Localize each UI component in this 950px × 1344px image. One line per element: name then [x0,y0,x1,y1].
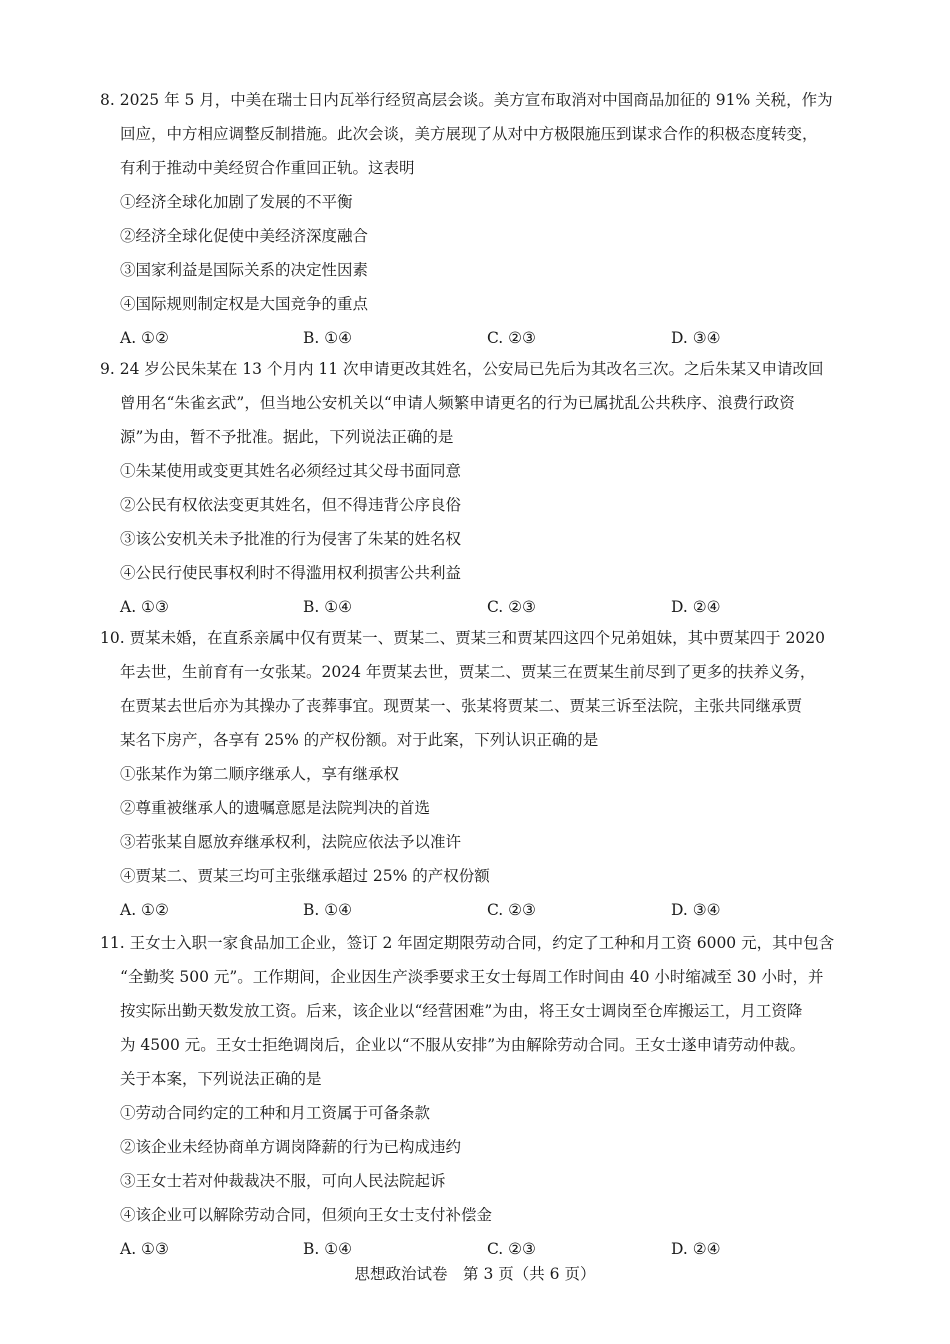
choice-b: B. ①④ [303,598,353,616]
question-stem-line: 回应，中方相应调整反制措施。此次会谈，美方展现了从对中方极限施压到谋求合作的积极态度转变， [120,125,818,143]
page-footer: 思想政治试卷 第 3 页（共 6 页） [354,1265,596,1283]
statement-option: ④国际规则制定权是大国竞争的重点 [120,295,369,313]
question-stem-line: “全勤奖 500 元”。工作期间，企业因生产淡季要求王女士每周工作时间由 40 小时缩减至 30 小时，并 [120,968,824,986]
choice-c: C. ②③ [487,1240,536,1258]
statement-option: ②公民有权依法变更其姓名，但不得违背公序良俗 [120,496,462,514]
choice-c: C. ②③ [487,901,536,919]
statement-option: ②该企业未经协商单方调岗降薪的行为已构成违约 [120,1138,462,1156]
statement-option: ②尊重被继承人的遗嘱意愿是法院判决的首选 [120,799,431,817]
statement-option: ④贾某二、贾某三均可主张继承超过 25% 的产权份额 [120,867,490,885]
choice-a: A. ①② [120,329,169,347]
question-stem-line: 8. 2025 年 5 月，中美在瑞士日内瓦举行经贸高层会谈。美方宣布取消对中国商品加征的 91% 关税，作为 [100,91,833,109]
statement-option: ①经济全球化加剧了发展的不平衡 [120,193,353,211]
choice-d: D. ③④ [671,329,721,347]
choice-a: A. ①③ [120,1240,169,1258]
statement-option: ④该企业可以解除劳动合同，但须向王女士支付补偿金 [120,1206,493,1224]
statement-option: ①张某作为第二顺序继承人，享有继承权 [120,765,400,783]
choice-d: D. ③④ [671,901,721,919]
question-stem-line: 有利于推动中美经贸合作重回正轨。这表明 [120,159,415,177]
question-stem-line: 源”为由，暂不予批准。据此，下列说法正确的是 [120,428,454,446]
question-stem-line: 关于本案，下列说法正确的是 [120,1070,322,1088]
statement-option: ③王女士若对仲裁裁决不服，可向人民法院起诉 [120,1172,446,1190]
choice-d: D. ②④ [671,1240,721,1258]
choice-a: A. ①② [120,901,169,919]
statement-option: ④公民行使民事权利时不得滥用权利损害公共利益 [120,564,462,582]
question-stem-line: 9. 24 岁公民朱某在 13 个月内 11 次申请更改其姓名，公安局已先后为其改名三次。之后朱某又申请改回 [100,360,824,378]
choice-c: C. ②③ [487,598,536,616]
question-11 [100,926,860,1266]
question-8 [100,83,860,355]
question-stem-line: 10. 贾某未婚，在直系亲属中仅有贾某一、贾某二、贾某三和贾某四这四个兄弟姐妹，其中贾某四于 2020 [100,629,825,647]
choice-a: A. ①③ [120,598,169,616]
statement-option: ①劳动合同约定的工种和月工资属于可备条款 [120,1104,431,1122]
statement-option: ③该公安机关未予批准的行为侵害了朱某的姓名权 [120,530,462,548]
choice-b: B. ①④ [303,901,353,919]
question-10 [100,621,860,927]
answer-choices [100,590,860,624]
question-stem-line: 11. 王女士入职一家食品加工企业，签订 2 年固定期限劳动合同，约定了工种和月工资 6000 元，其中包含 [100,934,835,952]
statement-option: ①朱某使用或变更其姓名必须经过其父母书面同意 [120,462,462,480]
choice-b: B. ①④ [303,329,353,347]
question-stem-line: 在贾某去世后亦为其操办了丧葬事宜。现贾某一、张某将贾某二、贾某三诉至法院，主张共同继承贾 [120,697,803,715]
question-stem-line: 为 4500 元。王女士拒绝调岗后，企业以“不服从安排”为由解除劳动合同。王女士遂申请劳动仲裁。 [120,1036,806,1054]
statement-option: ③若张某自愿放弃继承权利，法院应依法予以准许 [120,833,462,851]
statement-option: ③国家利益是国际关系的决定性因素 [120,261,369,279]
question-stem-line: 曾用名“朱雀玄武”，但当地公安机关以“申请人频繁申请更名的行为已属扰乱公共秩序、浪费行政资 [120,394,795,412]
question-stem-line: 按实际出勤天数发放工资。后来，该企业以“经营困难”为由，将王女士调岗至仓库搬运工，月工资降 [120,1002,803,1020]
question-stem-line: 年去世，生前育有一女张某。2024 年贾某去世，贾某二、贾某三在贾某生前尽到了更多的扶养义务， [120,663,816,681]
choice-c: C. ②③ [487,329,536,347]
question-9 [100,352,860,624]
question-stem-line: 某名下房产，各享有 25% 的产权份额。对于此案，下列认识正确的是 [120,731,599,749]
choice-d: D. ②④ [671,598,721,616]
answer-choices [100,321,860,355]
answer-choices [100,893,860,927]
choice-b: B. ①④ [303,1240,353,1258]
statement-option: ②经济全球化促使中美经济深度融合 [120,227,369,245]
answer-choices [100,1232,860,1266]
